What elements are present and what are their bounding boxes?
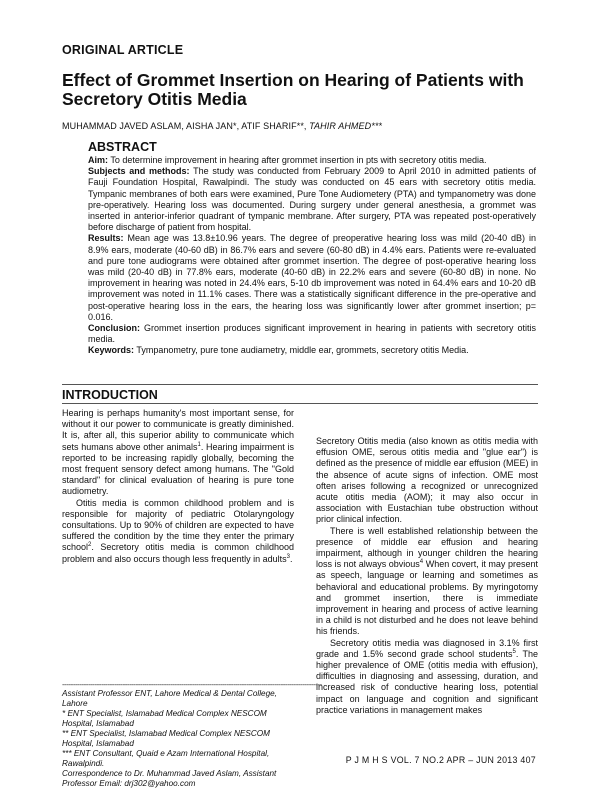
text-run: When covert, it may present as speech, language or learning and sometimes as behavioral and educational problems. By myringotomy and grommet insertion, there is immediate improvement in hearing and process of active learning in a child is not disturbed and he does not leave behind his friends. [316, 559, 538, 637]
abstract-keywords [88, 345, 536, 356]
footnote-4: *** ENT Consultant, Quaid e Azam International Hospital, Rawalpindi. [62, 749, 270, 768]
aim-label: Aim: [88, 155, 108, 165]
intro-paragraph-1 [62, 408, 294, 498]
section-rule-top [62, 384, 538, 385]
authors-italic: TAHIR AHMED*** [309, 121, 383, 131]
text-run: . Hearing impairment is reported to be increasing rapidly globally, becoming the most frequent sensory defect among humans. The "Gold standard" for clinical evaluation of hearing is pure tone audiometry. [62, 441, 295, 497]
journal-footer: P J M H S VOL. 7 NO.2 APR – JUN 2013 407 [345, 755, 536, 765]
footnote-2: * ENT Specialist, Islamabad Medical Complex NESCOM Hospital, Islamabad [62, 709, 267, 728]
footnote-separator: ------------------------------------------------------------------------------------------------------------------------ [62, 680, 322, 689]
right-column [316, 436, 538, 716]
results-label: Results: [88, 233, 124, 244]
citation: 2 [88, 542, 92, 549]
abstract-heading: ABSTRACT [88, 140, 157, 154]
methods-label: Subjects and methods: [88, 166, 190, 177]
text-run: There is well established relationship between the presence of middle ear effusion and hearing impairment, although in younger children the hearing loss is not always obvious [316, 525, 538, 570]
methods-text: The study was conducted from February 2009 to April 2010 in admitted patients of Fauji Foundation Hospital, Rawalpindi. The study was conducted on 45 ears with secretory otitis media. Tympanic membranes of both ears were examined, Pure Tone Audiometery (PTA) and tympanometry was done pre-operatively. Hearing loss was documented. During surgery under general anesthesia, a grommet was inserted in anterior-inferior quadrant of tympanic membrane. After surgery, PTA was repeated post-operatively before discharge of patient from hospital. [88, 166, 536, 233]
section-tag: ORIGINAL ARTICLE [62, 43, 184, 57]
left-column [62, 408, 294, 565]
citation: 3 [286, 553, 290, 560]
aim-text: To determine improvement in hearing after grommet insertion in pts with secretory otitis media. [108, 155, 487, 165]
footnote-1: Assistant Professor ENT, Lahore Medical & Dental College, Lahore [62, 689, 277, 708]
footnotes [62, 689, 294, 789]
citation: 1 [197, 441, 201, 448]
conclusion-label: Conclusion: [88, 323, 140, 334]
results-text: Mean age was 13.8±10.96 years. The degree of preoperative hearing loss was mild (20-40 dB) in 8.9% ears, moderate (40-60 dB) in 86.7% ears and severe (60-80 dB) in 4.4% ears. Patients were re-evaluated and pure tone audiograms were obtained after grommet insertion. The degree of post-operative hearing loss was mild (20-40 dB) in 77.8% ears, moderate (40-60 dB) in 22.2% ears and severe (60-80 dB) in none. No improvement in hearing was noted in 24.4% ears, 5-10 db improvement was noted in 64.4% ears and 10-20 dB improvement was noted in 11.1% cases. There was a statistically significant difference in the pre-operative and post-operative hearing loss in the ears, the hearing loss was significantly lower after grommet insertion; p= 0.016. [88, 233, 536, 322]
abstract-body [88, 155, 536, 357]
text-run: . Secretory otitis media is common childhood problem and also occurs though less frequently in adults [62, 542, 294, 564]
author-list [62, 121, 382, 131]
abstract-results [88, 233, 536, 323]
intro-paragraph-2 [62, 498, 294, 565]
text-run: . The higher prevalence of OME (otitis media with effusion), difficulties in diagnosing and assessing, duration, and increased risk of conductive hearing loss, potential impact on language and cognition and significant practice variations in management makes [316, 648, 538, 715]
footnote-3: ** ENT Specialist, Islamabad Medical Complex NESCOM Hospital, Islamabad [62, 729, 270, 748]
text-run: Hearing is perhaps humanity's most important sense, for without it our power to communicate is greatly diminished. It is, after all, this superior ability to communicate which sets humans above other animals [62, 408, 294, 452]
section-rule-bottom [62, 403, 538, 404]
intro-paragraph-5 [316, 638, 538, 716]
text-run: Otitis media is common childhood problem and is responsible for majority of pediatric Otolaryngology consultations. Up to 90% of children are expected to have suffered the condition by the time they enter the primary school [62, 497, 294, 553]
text-run: Secretory otitis media was diagnosed in 3.1% first grade and 1.5% second grade school students [316, 637, 538, 659]
intro-paragraph-3: Secretory Otitis media (also known as otitis media with effusion OME, serous otitis media and "glue ear") is defined as the presence of middle ear effusion (MEE) in the absence of acute signs of infection. OME most often arises following a recognized or unrecognized acute otitis media (AOM); it may also occur in association with Eustachian tube obstruction without prior clinical infection. [316, 436, 538, 525]
citation: 5 [512, 648, 516, 655]
abstract-conclusion [88, 323, 536, 345]
keywords-label: Keywords: [88, 345, 135, 356]
text-run: . [289, 553, 293, 564]
conclusion-text: Grommet insertion produces significant improvement in hearing in patients with secretory otitis media. [88, 323, 536, 345]
abstract-aim [88, 155, 536, 166]
footnote-correspondence: Correspondence to Dr. Muhammad Javed Aslam, Assistant Professor Email: drj302@yahoo.com [62, 769, 277, 788]
keywords-text: Tympanometry, pure tone audiametry, middle ear, grommets, secretory otitis Media. [134, 345, 469, 356]
authors-main: MUHAMMAD JAVED ASLAM, AISHA JAN*, ATIF SHARIF**, [62, 121, 310, 131]
citation: 4 [419, 559, 424, 566]
article-title: Effect of Grommet Insertion on Hearing of Patients with Secretory Otitis Media [62, 70, 524, 109]
introduction-heading: INTRODUCTION [62, 388, 158, 402]
abstract-methods [88, 166, 536, 233]
intro-paragraph-4 [316, 526, 538, 638]
